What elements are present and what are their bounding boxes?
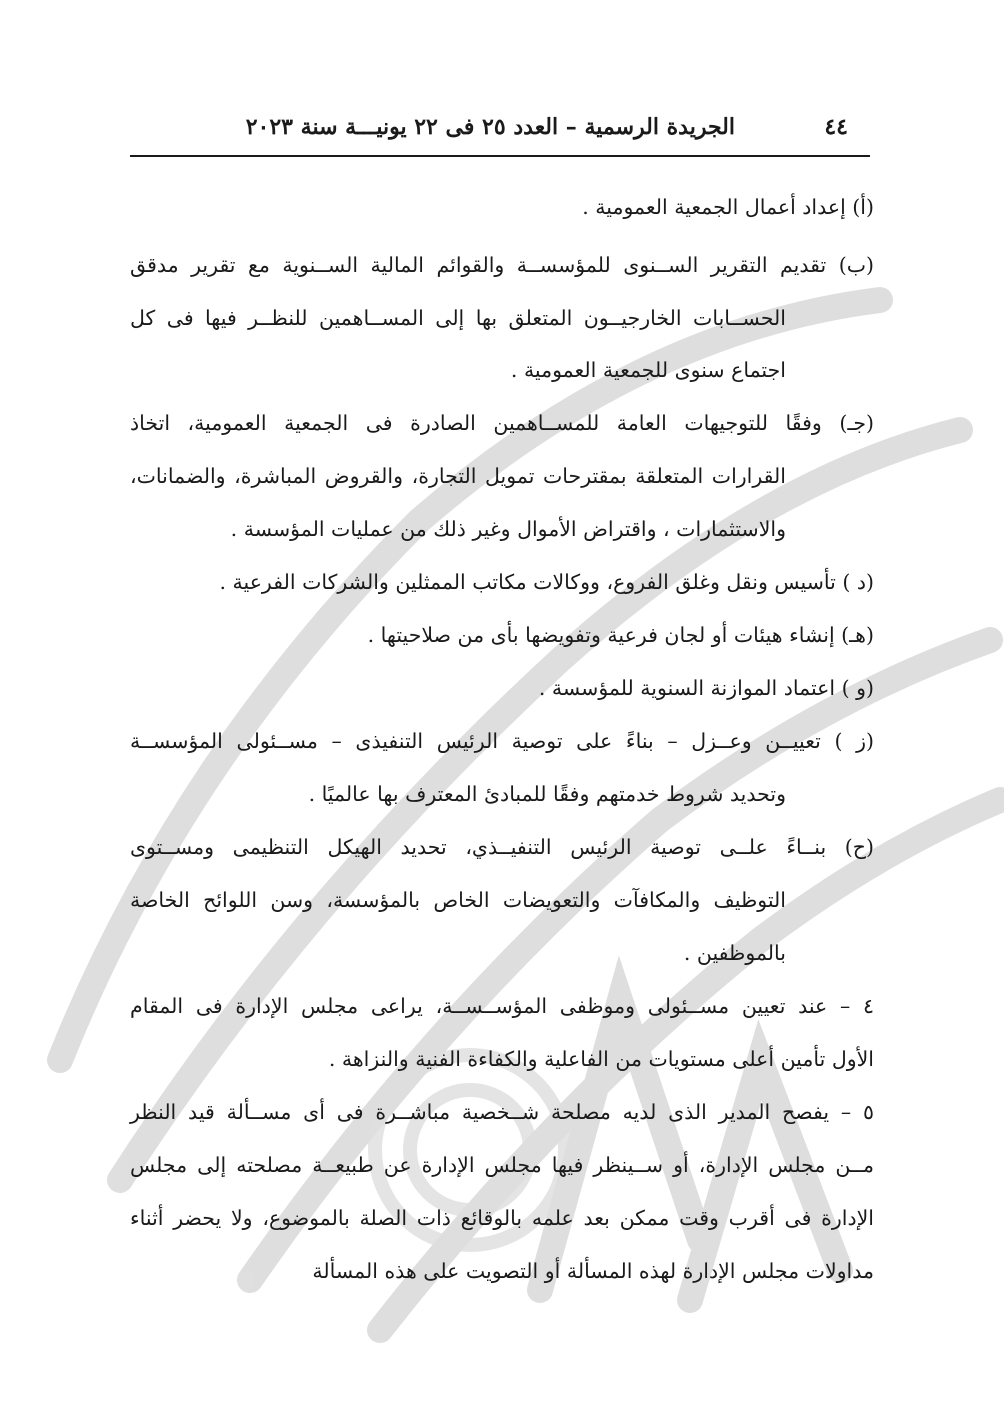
item-h-line-3: بالموظفين . — [683, 941, 786, 965]
item-c-line-2: القرارات المتعلقة بمقترحات تمويل التجارة، والقروض المباشرة، والضمانات، — [130, 464, 786, 488]
item-g-line-2: وتحديد شروط خدمتهم وفقًا للمبادئ المعترف بها عالميًا . — [308, 782, 786, 806]
item-c-line-1: (جـ) وفقًا للتوجيهات العامة للمســاهمين الصادرة فى الجمعية العمومية، اتخاذ — [130, 411, 874, 435]
item-e-line: (هـ) إنشاء هيئات أو لجان فرعية وتفويضها بأى من صلاحيتها . — [367, 623, 874, 647]
item-b-line-3: اجتماع سنوى للجمعية العمومية . — [510, 358, 786, 382]
clause-4-line-2: الأول تأمين أعلى مستويات من الفاعلية والكفاءة الفنية والنزاهة . — [328, 1047, 874, 1071]
item-c-line-3: والاستثمارات ، واقتراض الأموال وغير ذلك من عمليات المؤسسة . — [230, 517, 786, 541]
item-b-line-1: (ب) تقديم التقرير الســنوى للمؤسســة والقوائم المالية الســنوية مع تقرير مدقق — [130, 253, 874, 277]
clause-5-line-1: ٥ – يفصح المدير الذى لديه مصلحة شــخصية مباشــرة فى أى مســألة قيد النظر — [130, 1100, 874, 1124]
page-header — [130, 108, 870, 152]
clause-5-line-2: مــن مجلس الإدارة، أو ســينظر فيها مجلس الإدارة عن طبيعــة مصلحته إلى مجلس — [130, 1153, 874, 1177]
item-d-line: (د ) تأسيس ونقل وغلق الفروع، ووكالات مكاتب الممثلين والشركات الفرعية . — [219, 570, 874, 594]
item-f-line: (و ) اعتماد الموازنة السنوية للمؤسسة . — [538, 676, 874, 700]
header-title: الجريدة الرسمية – العدد ٢٥ فى ٢٢ يونيـــة سنة ٢٠٢٣ — [245, 114, 735, 140]
clause-5-line-4: مداولات مجلس الإدارة لهذه المسألة أو التصويت على هذه المسألة — [312, 1259, 874, 1283]
item-a-line: (أ) إعداد أعمال الجمعية العمومية . — [582, 195, 874, 219]
item-h-line-1: (ح) بنــاءً علــى توصية الرئيس التنفيــذي، تحديد الهيكل التنظيمى ومســتوى — [130, 835, 874, 859]
page-number: ٤٤ — [824, 114, 848, 140]
item-g-line-1: (ز ) تعييــن وعــزل – بناءً على توصية الرئيس التنفيذى – مســئولى المؤسســة — [130, 729, 874, 753]
item-b-line-2: الحســابات الخارجيــون المتعلق بها إلى المســاهمين للنظــر فيها فى كل — [130, 306, 786, 330]
header-rule — [130, 155, 870, 157]
clause-4-line-1: ٤ – عند تعيين مســئولى وموظفى المؤســســة، يراعى مجلس الإدارة فى المقام — [130, 994, 874, 1018]
item-h-line-2: التوظيف والمكافآت والتعويضات الخاص بالمؤسسة، وسن اللوائح الخاصة — [130, 888, 786, 912]
clause-5-line-3: الإدارة فى أقرب وقت ممكن بعد علمه بالوقائع ذات الصلة بالموضوع، ولا يحضر أثناء — [130, 1206, 874, 1230]
